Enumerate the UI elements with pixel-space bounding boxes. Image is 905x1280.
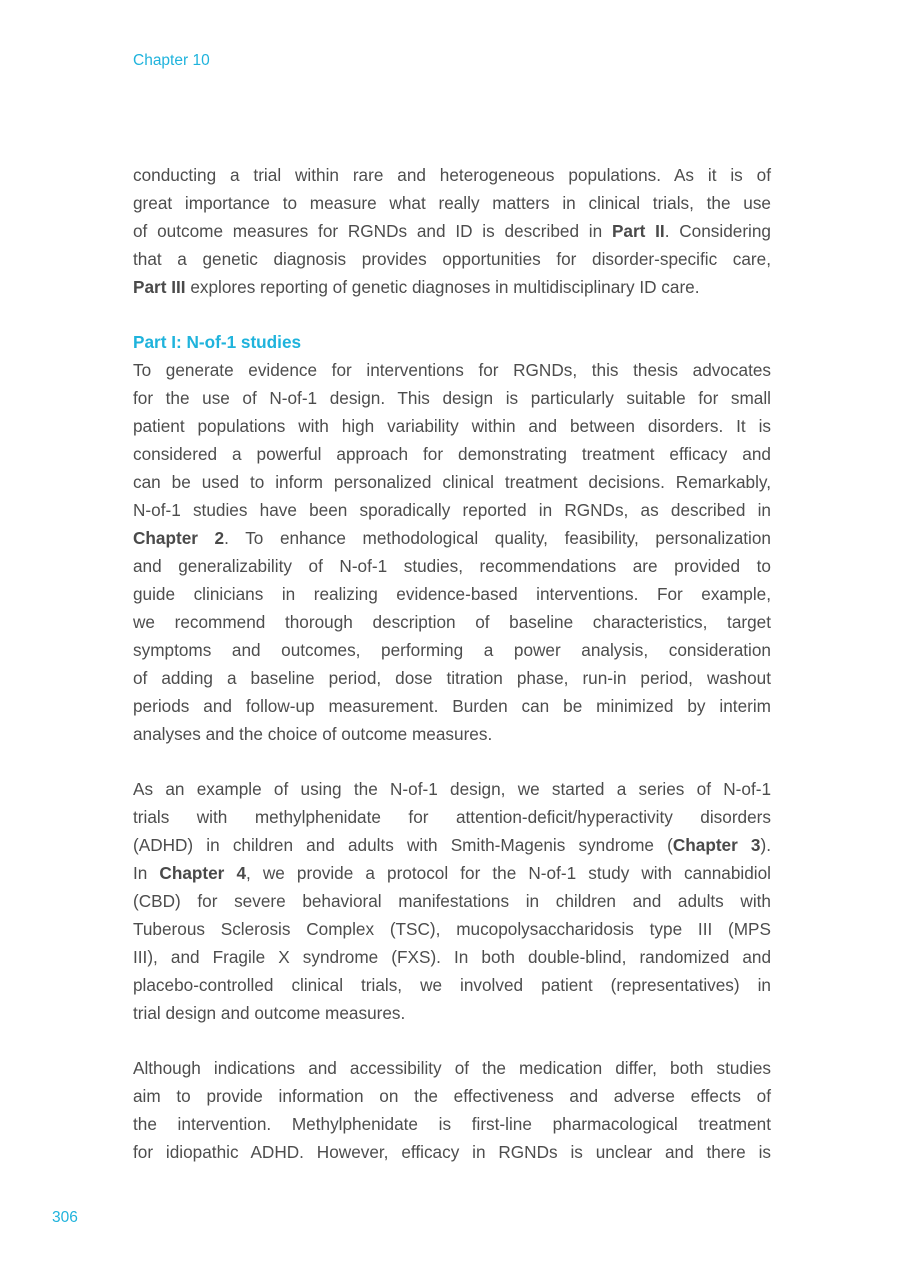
bold-reference: Chapter 3 <box>672 835 761 855</box>
text-line <box>133 636 771 664</box>
text-run: aim to provide information on the effectiveness and adverse effects of <box>133 1086 771 1106</box>
text-run: we recommend thorough description of baseline characteristics, target <box>133 612 771 632</box>
text-run: that a genetic diagnosis provides opportunities for disorder-specific care, <box>133 249 771 269</box>
text-line <box>133 1082 771 1110</box>
text-run: the intervention. Methylphenidate is first-line pharmacological treatment <box>133 1114 771 1134</box>
paragraph <box>133 1054 771 1166</box>
text-line <box>133 552 771 580</box>
text-run: (ADHD) in children and adults with Smith-Magenis syndrome ( <box>133 835 673 855</box>
text-line <box>133 245 771 273</box>
text-line <box>133 692 771 720</box>
text-run: for the use of N-of-1 design. This design is particularly suitable for small <box>133 388 771 408</box>
text-run: trial design and outcome measures. <box>133 1003 406 1023</box>
text-run: , we provide a protocol for the N-of-1 study with cannabidiol <box>246 863 771 883</box>
text-line <box>133 161 771 189</box>
text-run: trials with methylphenidate for attention-deficit/hyperactivity disorders <box>133 807 771 827</box>
text-line <box>133 971 771 999</box>
paragraph <box>133 356 771 748</box>
running-head: Chapter 10 <box>133 52 210 69</box>
paragraph <box>133 161 771 301</box>
text-line <box>133 524 771 552</box>
text-run: of adding a baseline period, dose titration phase, run-in period, washout <box>133 668 771 688</box>
text-run: periods and follow-up measurement. Burden can be minimized by interim <box>133 696 771 716</box>
text-run: explores reporting of genetic diagnoses in multidisciplinary ID care. <box>185 277 700 297</box>
text-run: for idiopathic ADHD. However, efficacy in RGNDs is unclear and there is <box>133 1142 771 1162</box>
text-run: guide clinicians in realizing evidence-based interventions. For example, <box>133 584 771 604</box>
text-run: N-of-1 studies have been sporadically reported in RGNDs, as described in <box>133 500 771 520</box>
text-line <box>133 720 771 748</box>
text-run: (CBD) for severe behavioral manifestations in children and adults with <box>133 891 771 911</box>
text-run: patient populations with high variability within and between disorders. It is <box>133 416 771 436</box>
text-line <box>133 915 771 943</box>
text-line <box>133 440 771 468</box>
text-run: symptoms and outcomes, performing a power analysis, consideration <box>133 640 771 660</box>
paragraph-gap <box>133 301 771 328</box>
text-run: III), and Fragile X syndrome (FXS). In both double-blind, randomized and <box>133 947 771 967</box>
text-line <box>133 831 771 859</box>
text-run: of outcome measures for RGNDs and ID is described in <box>133 221 612 241</box>
text-line <box>133 412 771 440</box>
text-line <box>133 273 771 301</box>
text-line <box>133 1110 771 1138</box>
text-line <box>133 496 771 524</box>
bold-reference: Part III <box>133 277 186 297</box>
text-run: considered a powerful approach for demonstrating treatment efficacy and <box>133 444 771 464</box>
text-line <box>133 943 771 971</box>
text-line <box>133 887 771 915</box>
text-run: great importance to measure what really matters in clinical trials, the use <box>133 193 771 213</box>
bold-reference: Chapter 4 <box>159 863 247 883</box>
text-line <box>133 664 771 692</box>
text-line <box>133 217 771 245</box>
text-run: analyses and the choice of outcome measures. <box>133 724 493 744</box>
text-line <box>133 608 771 636</box>
bold-reference: Chapter 2 <box>133 528 225 548</box>
text-line <box>133 803 771 831</box>
text-line <box>133 580 771 608</box>
text-run: can be used to inform personalized clinical treatment decisions. Remarkably, <box>133 472 771 492</box>
text-run: placebo-controlled clinical trials, we involved patient (representatives) in <box>133 975 771 995</box>
text-run: To generate evidence for interventions for RGNDs, this thesis advocates <box>133 360 771 380</box>
paragraph-gap <box>133 748 771 775</box>
text-line <box>133 356 771 384</box>
paragraph-gap <box>133 1027 771 1054</box>
text-line <box>133 1138 771 1166</box>
paragraph <box>133 775 771 1027</box>
text-line <box>133 775 771 803</box>
text-line <box>133 468 771 496</box>
section-heading: Part I: N-of-1 studies <box>133 332 302 352</box>
text-run: Tuberous Sclerosis Complex (TSC), mucopolysaccharidosis type III (MPS <box>133 919 771 939</box>
text-line <box>133 384 771 412</box>
text-line <box>133 999 771 1027</box>
text-line <box>133 189 771 217</box>
page-number: 306 <box>52 1209 78 1226</box>
bold-reference: Part II <box>611 221 665 241</box>
text-run: ). <box>760 835 771 855</box>
text-run: Although indications and accessibility of the medication differ, both studies <box>133 1058 771 1078</box>
text-run: conducting a trial within rare and heterogeneous populations. As it is of <box>133 165 771 185</box>
text-run: As an example of using the N-of-1 design, we started a series of N-of-1 <box>133 779 771 799</box>
text-run: and generalizability of N-of-1 studies, recommendations are provided to <box>133 556 771 576</box>
text-line <box>133 859 771 887</box>
text-line <box>133 1054 771 1082</box>
body-text <box>133 161 771 1166</box>
text-run: . To enhance methodological quality, feasibility, personalization <box>224 528 771 548</box>
text-run: In <box>133 863 160 883</box>
text-run: . Considering <box>664 221 771 241</box>
